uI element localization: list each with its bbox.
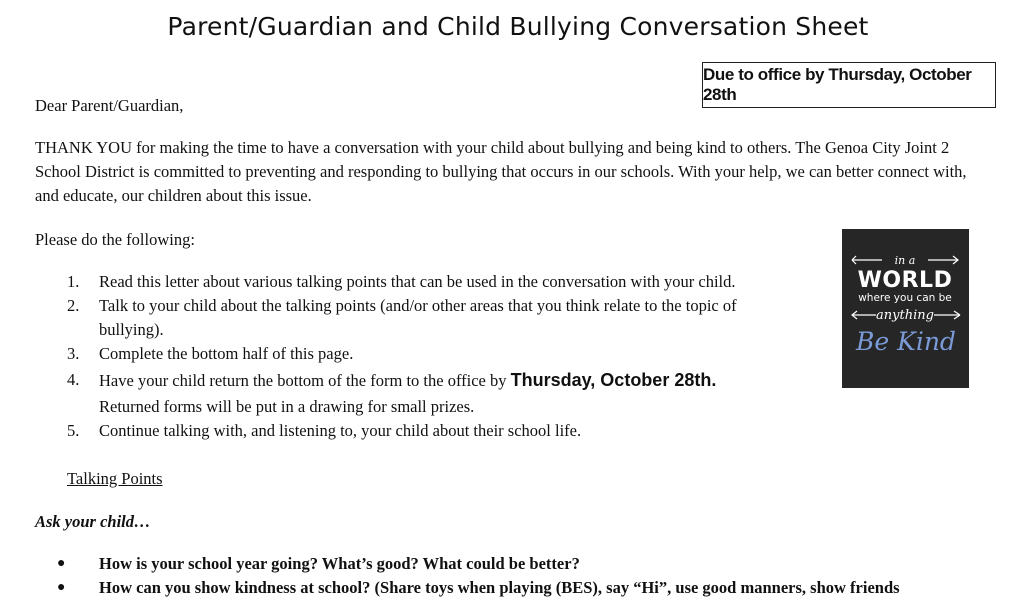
- poster-line-be-kind: Be Kind: [856, 327, 956, 356]
- intro-paragraph: THANK YOU for making the time to have a conversation with your child about bullying and being kind to others. The Genoa City Joint 2 School District is committed to preventing and responding to bullying that occurs in our schools. With your help, we can better connect with, and educate, our children about this issue.: [35, 138, 967, 205]
- question-text: How is your school year going? What’s good? What could be better?: [99, 554, 580, 573]
- list-item: [35, 270, 805, 294]
- poster-line-world: WORLD: [857, 268, 953, 293]
- greeting: Dear Parent/Guardian,: [35, 96, 184, 115]
- list-item: [35, 576, 1020, 600]
- page-title: Parent/Guardian and Child Bullying Conversation Sheet: [167, 12, 869, 41]
- deadline-emphasis: Thursday, October 28th.: [510, 370, 717, 390]
- step-number: 5.: [67, 421, 80, 440]
- list-item: [35, 366, 805, 419]
- step-text: Complete the bottom half of this page.: [99, 344, 354, 363]
- poster-line-in-a: in a: [894, 254, 916, 267]
- step-number: 1.: [67, 272, 80, 291]
- poster-line-where: where you can be: [858, 292, 952, 304]
- be-kind-poster: [842, 229, 969, 388]
- step-number: 4.: [67, 370, 80, 389]
- list-item: [35, 342, 805, 366]
- list-item: [35, 552, 1020, 576]
- step-text: Read this letter about various talking points that can be used in the conversation with your child.: [99, 272, 736, 291]
- poster-line-anything: anything: [876, 308, 934, 323]
- bullet-icon: ●: [57, 556, 66, 571]
- list-item: [35, 294, 805, 342]
- ask-heading: Ask your child…: [35, 512, 151, 531]
- steps-list: [35, 270, 805, 443]
- question-text: How can you show kindness at school? (Share toys when playing (BES), say “Hi”, use good manners, show friends: [99, 578, 900, 597]
- instructions-label: Please do the following:: [35, 230, 195, 249]
- list-item: [35, 419, 805, 443]
- bullet-icon: ●: [57, 580, 66, 595]
- step-text: Talk to your child about the talking points (and/or other areas that you think relate to the topic of bullying).: [99, 296, 737, 339]
- poster-art: [842, 229, 969, 388]
- due-date-text: Due to office by Thursday, October 28th: [703, 65, 972, 104]
- step-number: 2.: [67, 296, 80, 315]
- step-text: Have your child return the bottom of the form to the office by: [99, 371, 511, 390]
- talking-points-heading: Talking Points: [67, 469, 163, 488]
- step-note: Returned forms will be put in a drawing for small prizes.: [99, 397, 475, 416]
- step-number: 3.: [67, 344, 80, 363]
- step-text: Continue talking with, and listening to, your child about their school life.: [99, 421, 582, 440]
